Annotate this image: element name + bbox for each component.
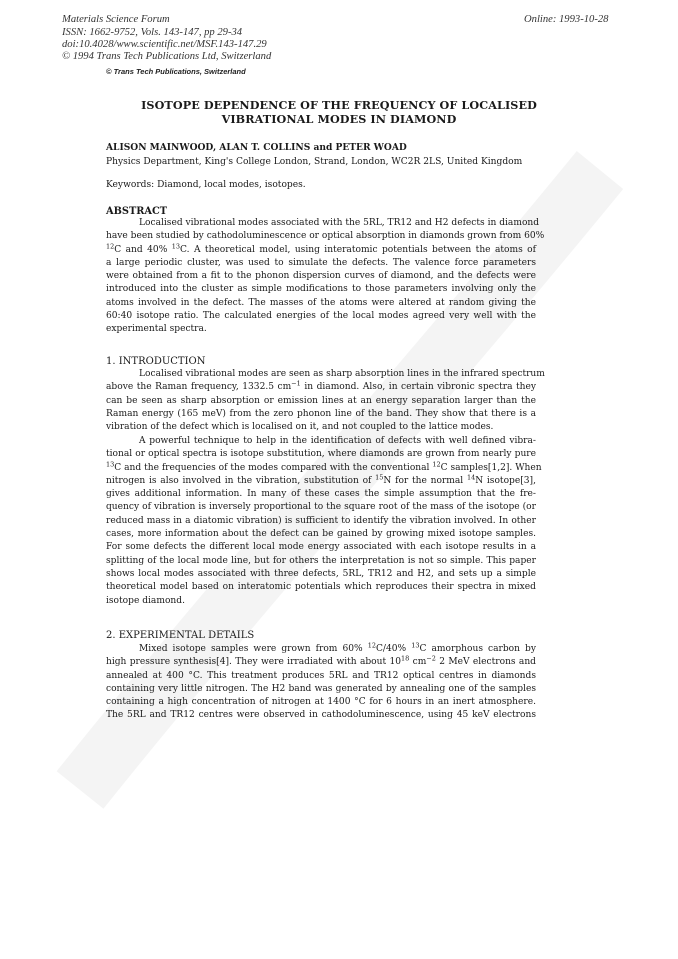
- text-line: containing a high concentration of nitrogen at 1400 °C for 6 hours in an inert atmosphere.: [106, 697, 536, 708]
- text-line: atoms involved in the defect. The masses of the atoms were altered at random giving the: [106, 297, 536, 308]
- text-line: The 5RL and TR12 centres were observed in cathodoluminescence, using 45 keV electrons: [106, 710, 536, 721]
- online-date: Online: 1993-10-28: [524, 14, 609, 25]
- section-heading-experimental: 2. EXPERIMENTAL DETAILS: [106, 630, 255, 641]
- text-line: vibration of the defect which is localised on it, and not coupled to the lattice modes.: [106, 422, 494, 433]
- text-line: have been studied by cathodoluminescence or optical absorption in diamonds grown from 60%: [106, 231, 545, 242]
- text-line: Raman energy (165 meV) from the zero phonon line of the band. They show that there is a: [106, 408, 536, 419]
- text-line: Mixed isotope samples were grown from 60% $^{12}$C/40% $^{13}$C amorphous carbon by: [139, 641, 536, 654]
- issn-line: ISSN: 1662-9752, Vols. 143-147, pp 29-34: [62, 27, 243, 38]
- doi-line[interactable]: doi:10.4028/www.scientific.net/MSF.143-147.29: [62, 39, 267, 50]
- text-line: gives additional information. In many of these cases the simple assumption that the fre-: [106, 489, 536, 500]
- text-line: A powerful technique to help in the identification of defects with well defined vibra-: [139, 436, 536, 446]
- text-line: quency of vibration is inversely proportional to the square root of the mass of the isotope (or: [106, 502, 536, 513]
- copyright-line: © 1994 Trans Tech Publications Ltd, Switzerland: [62, 51, 272, 62]
- abstract-body: [106, 217, 545, 337]
- introduction-paragraph-1: [106, 368, 545, 434]
- journal-name: Materials Science Forum: [62, 14, 170, 25]
- text-line: cases, more information about the defect can be gained by growing mixed isotope samples.: [106, 529, 536, 540]
- text-line: nitrogen is also involved in the vibration, substitution of $^{15}$N for the normal $^{14}$N isotope[3],: [106, 473, 536, 486]
- text-line: high pressure synthesis[4]. They were irradiated with about $10^{18}$ $cm^{-2}$ 2 MeV electrons and: [106, 654, 536, 668]
- paper-title-line-2: VIBRATIONAL MODES IN DIAMOND: [221, 112, 457, 126]
- text-line: reduced mass in a diatomic vibration) is sufficient to identify the vibration involved. In other: [106, 515, 536, 526]
- text-line: were obtained from a fit to the phonon dispersion curves of diamond, and the defects were: [106, 271, 536, 282]
- text-line: above the Raman frequency, 1332.5 $cm^{-1}$ in diamond. Also, in certain vibronic spectra they: [106, 379, 536, 393]
- text-line: annealed at 400 °C. This treatment produces 5RL and TR12 optical centres in diamonds: [106, 670, 536, 681]
- text-line: Localised vibrational modes are seen as sharp absorption lines in the infrared spectrum: [139, 369, 545, 379]
- text-line: containing very little nitrogen. The H2 band was generated by annealing one of the samples: [106, 683, 536, 694]
- experimental-paragraph: [106, 643, 536, 723]
- abstract-heading: ABSTRACT: [106, 206, 168, 217]
- affiliation: Physics Department, King's College London, Strand, London, WC2R 2LS, United Kingdom: [106, 157, 523, 167]
- publisher-line: © Trans Tech Publications, Switzerland: [106, 67, 246, 76]
- text-line: introduced into the cluster as simple modifications to those parameters involving only the: [106, 284, 536, 295]
- text-line: $^{13}$C and the frequencies of the modes compared with the conventional $^{12}$C samples[1,2]. When: [106, 460, 542, 473]
- text-line: shows local modes associated with three defects, 5RL, TR12 and H2, and sets up a simple: [106, 568, 536, 579]
- authors: ALISON MAINWOOD, ALAN T. COLLINS and PETER WOAD: [106, 142, 407, 153]
- text-line: Localised vibrational modes associated with the 5RL, TR12 and H2 defects in diamond: [139, 218, 540, 228]
- introduction-paragraph-2: [106, 435, 542, 608]
- text-line: 60:40 isotope ratio. The calculated energies of the local modes agreed very well with the: [106, 311, 536, 322]
- paper-title-line-1: ISOTOPE DEPENDENCE OF THE FREQUENCY OF LOCALISED: [141, 98, 537, 112]
- text-line: experimental spectra.: [106, 324, 207, 335]
- text-line: For some defects the different local mode energy associated with each isotope results in a: [106, 542, 536, 553]
- text-line: tional or optical spectra is isotope substitution, where diamonds are grown from nearly pure: [106, 449, 536, 460]
- section-heading-introduction: 1. INTRODUCTION: [106, 356, 206, 367]
- keywords: Keywords: Diamond, local modes, isotopes.: [106, 180, 306, 190]
- text-line: isotope diamond.: [106, 595, 185, 606]
- text-line: splitting of the local mode line, but for others the interpretation is not so simple. This paper: [106, 555, 536, 566]
- text-line: can be seen as sharp absorption or emission lines at an energy separation larger than the: [106, 395, 536, 406]
- text-line: $^{12}$C and 40% $^{13}$C. A theoretical model, using interatomic potentials between the atoms of: [106, 242, 536, 255]
- text-line: theoretical model based on interatomic potentials which reproduces their spectra in mixed: [106, 582, 536, 593]
- text-line: a large periodic cluster, was used to simulate the defects. The valence force parameters: [106, 257, 536, 268]
